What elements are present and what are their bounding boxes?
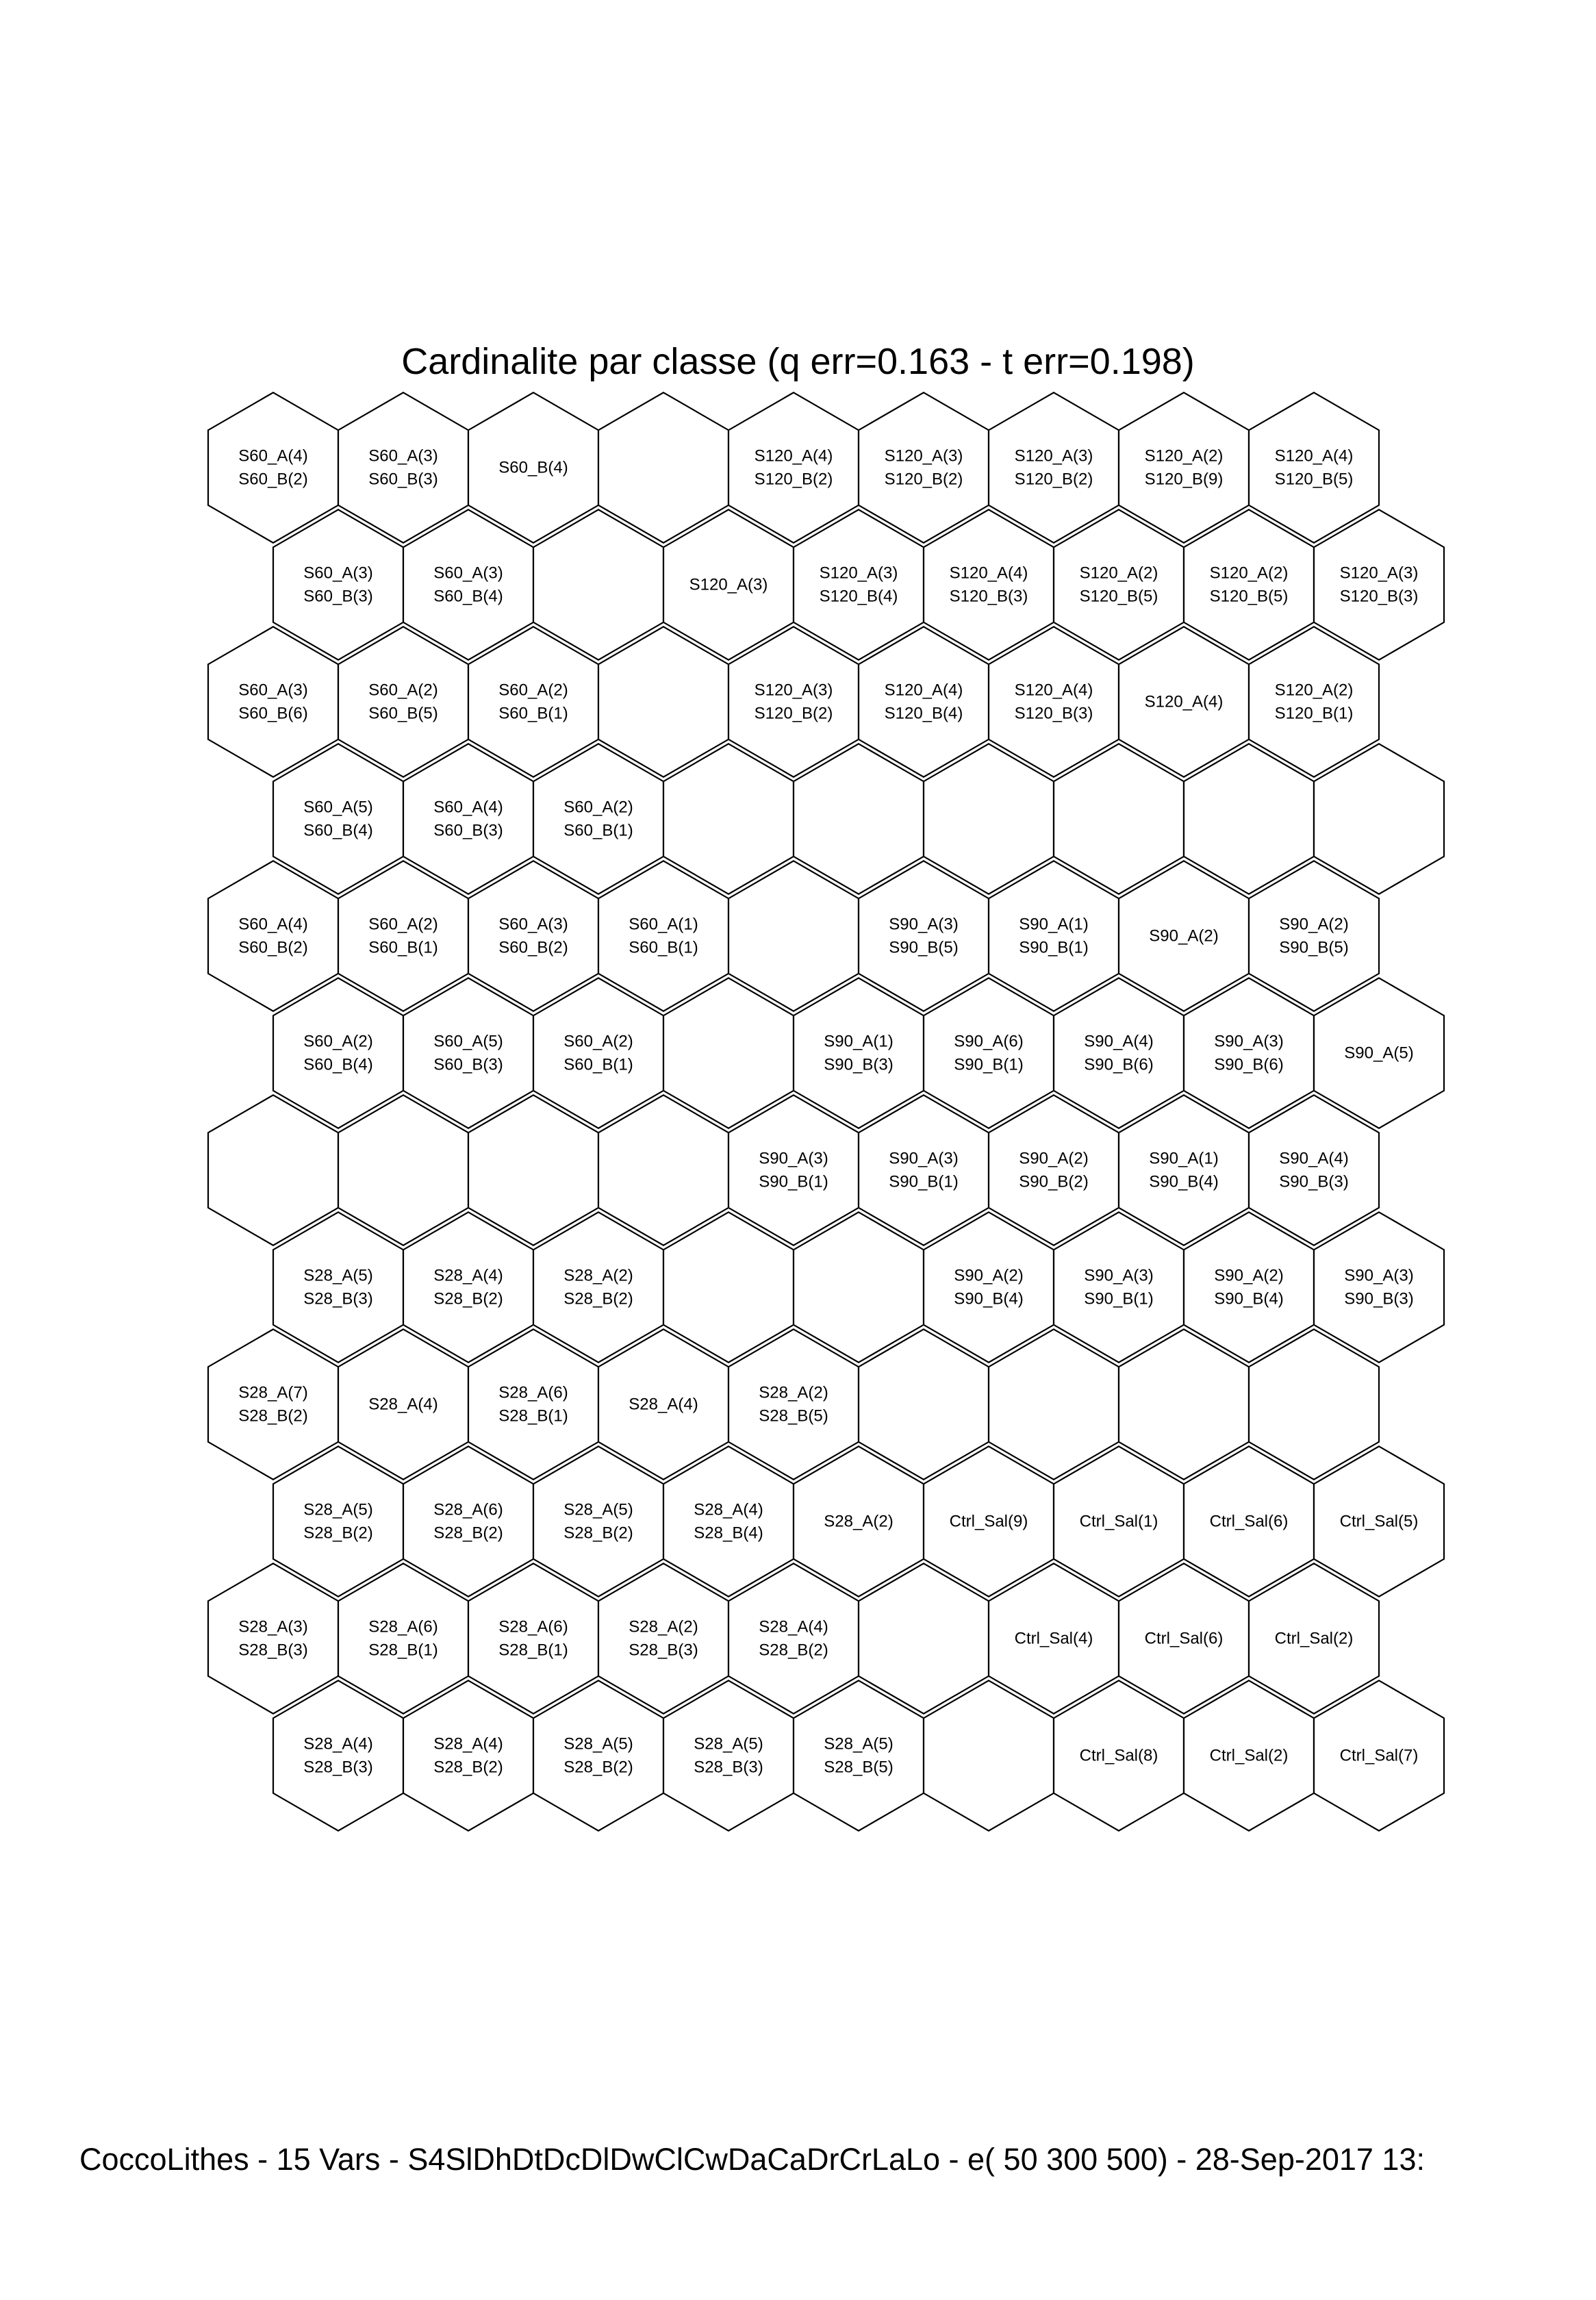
hex-label: S120_A(3) xyxy=(819,564,898,583)
hex-label: S120_B(5) xyxy=(1079,587,1158,606)
hex-label: S28_A(6) xyxy=(433,1500,503,1519)
hex-label: S28_A(4) xyxy=(694,1500,763,1519)
hex-label: Ctrl_Sal(1) xyxy=(1079,1512,1158,1531)
hex-label: S60_B(3) xyxy=(303,587,373,606)
hex-label: Ctrl_Sal(9) xyxy=(949,1512,1028,1531)
hex-label: S120_A(4) xyxy=(1014,681,1093,700)
hex-label: S90_A(6) xyxy=(954,1032,1024,1051)
hex-label: Ctrl_Sal(4) xyxy=(1014,1629,1093,1648)
hex-label: S120_B(1) xyxy=(1274,704,1354,723)
hex-label: S60_B(3) xyxy=(433,1055,503,1074)
hex-label: S28_A(6) xyxy=(498,1617,568,1636)
hex-label: S90_B(1) xyxy=(954,1055,1024,1074)
hex-label: S90_A(2) xyxy=(1149,926,1219,946)
hex-label: S28_A(5) xyxy=(694,1734,763,1754)
hex-label: S90_B(4) xyxy=(1214,1289,1284,1309)
hex-label: S60_A(4) xyxy=(238,915,308,934)
hex-label: S60_A(2) xyxy=(368,681,438,700)
hex-label: S60_A(3) xyxy=(368,446,438,466)
hex-label: S60_A(3) xyxy=(498,915,568,934)
hex-label: S90_B(5) xyxy=(889,938,959,957)
hex-label: S60_B(2) xyxy=(498,938,568,957)
hex-label: S60_A(2) xyxy=(563,798,633,817)
hex-label: S120_A(3) xyxy=(689,575,768,594)
hex-label: S60_A(5) xyxy=(433,1032,503,1051)
hex-label: S90_A(3) xyxy=(889,1149,959,1168)
hex-label: S90_B(3) xyxy=(824,1055,894,1074)
hex-label: S120_A(4) xyxy=(1144,692,1224,711)
hex-label: S90_A(1) xyxy=(1019,915,1089,934)
hex-label: S28_A(2) xyxy=(824,1512,894,1531)
hex-label: S28_B(3) xyxy=(238,1641,308,1660)
hex-label: S120_B(3) xyxy=(1339,587,1419,606)
hex-label: S60_A(2) xyxy=(498,681,568,700)
hex-label: S90_A(2) xyxy=(1279,915,1349,934)
hex-label: S90_B(6) xyxy=(1084,1055,1154,1074)
hex-label: S28_B(2) xyxy=(433,1289,503,1309)
hex-label: S120_A(4) xyxy=(949,564,1028,583)
hex-label: S90_A(5) xyxy=(1344,1044,1414,1063)
hex-label: S90_B(3) xyxy=(1344,1289,1414,1309)
hex-label: S120_B(4) xyxy=(884,704,963,723)
hex-label: S90_B(4) xyxy=(954,1289,1024,1309)
hex-label: S120_A(3) xyxy=(754,681,833,700)
hex-label: S28_B(3) xyxy=(303,1758,373,1777)
hex-label: S120_B(4) xyxy=(819,587,898,606)
hex-label: S60_B(2) xyxy=(238,938,308,957)
hex-label: S60_A(2) xyxy=(563,1032,633,1051)
hex-label: Ctrl_Sal(2) xyxy=(1209,1746,1289,1765)
hex-label: S28_B(2) xyxy=(433,1524,503,1543)
hex-label: S120_A(3) xyxy=(1014,446,1093,466)
hex-label: S90_B(1) xyxy=(1084,1289,1154,1309)
hex-label: S90_A(3) xyxy=(889,915,959,934)
hex-label: S120_B(5) xyxy=(1274,470,1354,489)
hex-label: S28_B(2) xyxy=(303,1524,373,1543)
hex-label: S120_B(3) xyxy=(949,587,1028,606)
hex-label: S90_B(4) xyxy=(1149,1172,1219,1191)
hex-label: S60_A(2) xyxy=(303,1032,373,1051)
hex-label: S28_A(7) xyxy=(238,1383,308,1402)
hex-label: Ctrl_Sal(6) xyxy=(1209,1512,1289,1531)
hex-label: S28_A(4) xyxy=(368,1395,438,1414)
hex-label: S28_A(2) xyxy=(759,1383,828,1402)
hex-label: S90_B(3) xyxy=(1279,1172,1349,1191)
hex-label: S60_B(1) xyxy=(563,821,633,840)
hex-label: S28_B(3) xyxy=(694,1758,763,1777)
hex-label: S28_B(1) xyxy=(498,1641,568,1660)
hex-label: S120_B(3) xyxy=(1014,704,1093,723)
hex-label: S60_B(1) xyxy=(498,704,568,723)
hex-label: S28_A(4) xyxy=(303,1734,373,1754)
hex-label: S28_A(5) xyxy=(824,1734,894,1754)
hex-label: S28_A(5) xyxy=(563,1500,633,1519)
hex-label: S28_B(1) xyxy=(498,1406,568,1426)
hex-label: S60_B(1) xyxy=(563,1055,633,1074)
hex-label: S28_B(2) xyxy=(759,1641,828,1660)
hex-label: S28_B(3) xyxy=(303,1289,373,1309)
hex-label: S28_B(5) xyxy=(824,1758,894,1777)
hex-label: S90_B(6) xyxy=(1214,1055,1284,1074)
hex-label: S28_A(4) xyxy=(759,1617,828,1636)
hex-label: S28_A(6) xyxy=(368,1617,438,1636)
hex-label: S28_B(2) xyxy=(238,1406,308,1426)
hex-label: Ctrl_Sal(6) xyxy=(1144,1629,1224,1648)
hex-label: S120_A(2) xyxy=(1209,564,1289,583)
hex-label: S90_B(5) xyxy=(1279,938,1349,957)
hex-label: Ctrl_Sal(7) xyxy=(1339,1746,1419,1765)
hex-label: S60_B(5) xyxy=(368,704,438,723)
hex-label: S28_B(2) xyxy=(563,1289,633,1309)
hex-label: S120_A(3) xyxy=(1339,564,1419,583)
footer-caption: CoccoLithes - 15 Vars - S4SlDhDtDcDlDwClCwDaCaDrCrLaLo - e( 50 300 500) - 28-Sep-2017 13: xyxy=(79,2142,1425,2177)
hex-label: S90_A(3) xyxy=(1084,1266,1154,1285)
hex-label: S120_B(2) xyxy=(754,470,833,489)
hex-label: S60_B(4) xyxy=(303,1055,373,1074)
hex-label: S28_B(1) xyxy=(368,1641,438,1660)
hex-label: Ctrl_Sal(8) xyxy=(1079,1746,1158,1765)
hex-label: S60_A(2) xyxy=(368,915,438,934)
hex-label: S90_A(1) xyxy=(1149,1149,1219,1168)
hex-label: S28_B(2) xyxy=(433,1758,503,1777)
hex-label: S90_B(1) xyxy=(889,1172,959,1191)
hex-label: S120_A(4) xyxy=(884,681,963,700)
hex-label: S28_B(3) xyxy=(629,1641,698,1660)
hex-label: S120_B(5) xyxy=(1209,587,1289,606)
hex-label: Ctrl_Sal(5) xyxy=(1339,1512,1419,1531)
hex-label: S28_A(5) xyxy=(303,1266,373,1285)
hex-label: S60_B(2) xyxy=(238,470,308,489)
hex-label: S120_B(2) xyxy=(884,470,963,489)
hex-label: S90_A(2) xyxy=(954,1266,1024,1285)
hex-label: S120_B(2) xyxy=(754,704,833,723)
hex-label: S28_A(2) xyxy=(563,1266,633,1285)
hex-label: S120_A(2) xyxy=(1144,446,1224,466)
hex-label: S90_A(3) xyxy=(759,1149,828,1168)
hex-label: S28_A(5) xyxy=(563,1734,633,1754)
hex-label: S120_A(2) xyxy=(1079,564,1158,583)
hex-label: S120_B(2) xyxy=(1014,470,1093,489)
hex-label: S60_B(4) xyxy=(498,458,568,477)
hex-label: Ctrl_Sal(2) xyxy=(1274,1629,1354,1648)
hex-label: S60_A(5) xyxy=(303,798,373,817)
hex-label: S28_A(5) xyxy=(303,1500,373,1519)
hex-label: S60_A(3) xyxy=(238,681,308,700)
hex-label: S120_A(2) xyxy=(1274,681,1354,700)
hex-label: S28_B(4) xyxy=(694,1524,763,1543)
hex-label: S28_A(4) xyxy=(433,1734,503,1754)
hex-label: S60_A(4) xyxy=(238,446,308,466)
hex-label: S28_A(3) xyxy=(238,1617,308,1636)
hex-label: S60_B(1) xyxy=(629,938,698,957)
map-title: Cardinalite par classe (q err=0.163 - t err=0.198) xyxy=(401,341,1195,382)
hex-label: S60_B(4) xyxy=(433,587,503,606)
hex-label: S28_B(5) xyxy=(759,1406,828,1426)
hex-label: S90_A(3) xyxy=(1214,1032,1284,1051)
hex-label: S90_B(2) xyxy=(1019,1172,1089,1191)
hex-label: S60_B(1) xyxy=(368,938,438,957)
hex-label: S60_B(3) xyxy=(433,821,503,840)
hex-label: S60_A(4) xyxy=(433,798,503,817)
hex-label: S90_A(4) xyxy=(1084,1032,1154,1051)
hex-label: S28_B(2) xyxy=(563,1758,633,1777)
hex-label: S120_B(9) xyxy=(1144,470,1224,489)
hex-label: S90_A(2) xyxy=(1019,1149,1089,1168)
hex-label: S28_A(4) xyxy=(629,1395,698,1414)
hex-label: S90_A(2) xyxy=(1214,1266,1284,1285)
hex-label: S60_A(1) xyxy=(629,915,698,934)
hex-label: S90_A(3) xyxy=(1344,1266,1414,1285)
hex-label: S28_A(4) xyxy=(433,1266,503,1285)
hex-label: S28_B(2) xyxy=(563,1524,633,1543)
hex-label: S60_B(6) xyxy=(238,704,308,723)
hex-label: S90_A(4) xyxy=(1279,1149,1349,1168)
hex-label: S120_A(4) xyxy=(1274,446,1354,466)
hex-label: S60_A(3) xyxy=(433,564,503,583)
hex-label: S120_A(4) xyxy=(754,446,833,466)
hex-label: S60_B(3) xyxy=(368,470,438,489)
hex-label: S120_A(3) xyxy=(884,446,963,466)
hex-label: S90_A(1) xyxy=(824,1032,894,1051)
hex-label: S60_B(4) xyxy=(303,821,373,840)
hex-label: S90_B(1) xyxy=(1019,938,1089,957)
hex-label: S90_B(1) xyxy=(759,1172,828,1191)
hex-label: S28_A(6) xyxy=(498,1383,568,1402)
hex-label: S28_A(2) xyxy=(629,1617,698,1636)
hex-label: S60_A(3) xyxy=(303,564,373,583)
